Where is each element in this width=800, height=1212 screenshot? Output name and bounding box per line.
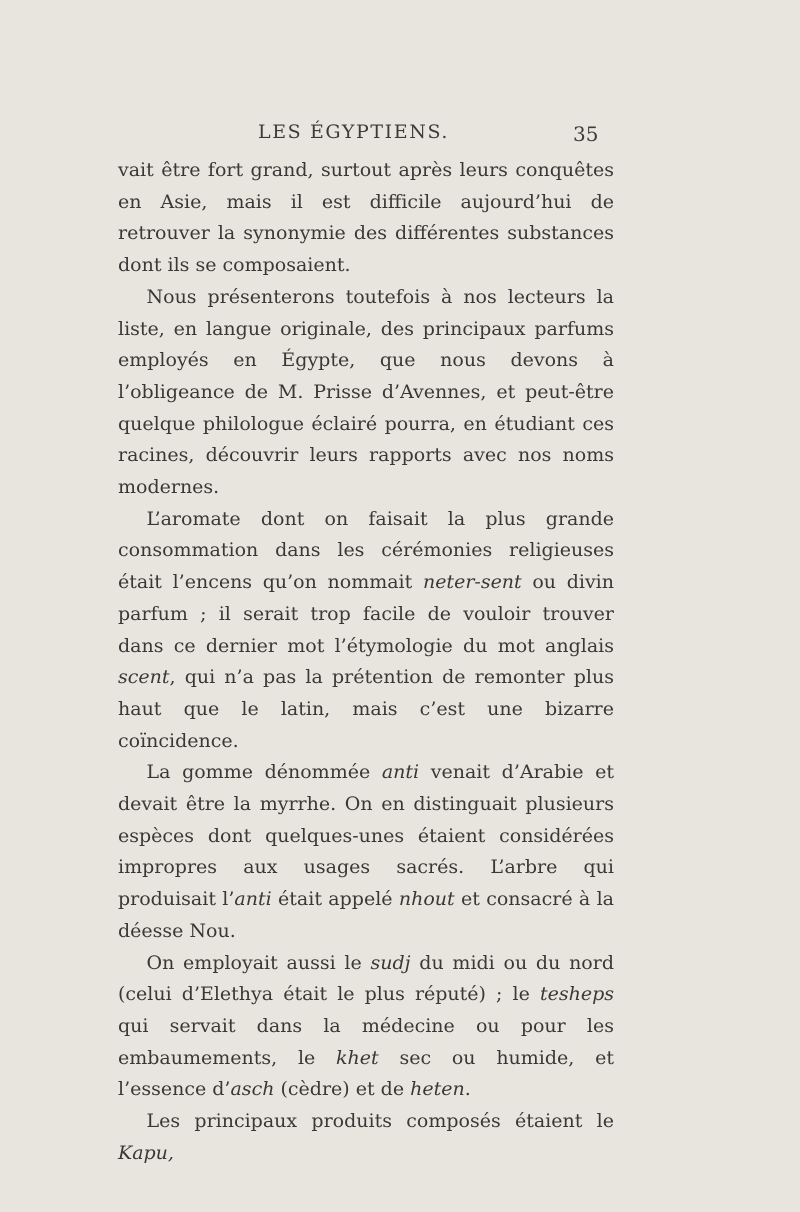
italic-term: neter-sent bbox=[422, 571, 522, 594]
text-run: (cèdre) et de bbox=[274, 1078, 411, 1101]
paragraph bbox=[118, 282, 614, 504]
text-run: du midi ou du nord (celui d’Elethya était le plus réputé) ; le bbox=[118, 951, 614, 1006]
text-run: sec ou humide, et l’essence d’ bbox=[118, 1046, 614, 1101]
paragraph bbox=[118, 1106, 614, 1169]
paragraph bbox=[118, 948, 614, 1107]
text-run: , qui n’a pas la prétention de remonter plus haut que le latin, mais c’est une bizarre coïncidence. bbox=[118, 666, 614, 752]
text-run: et consacré à la déesse Nou. bbox=[118, 888, 615, 942]
paragraph bbox=[118, 155, 614, 282]
italic-term: anti bbox=[381, 761, 420, 784]
text-run: La gomme dénommée bbox=[146, 761, 382, 784]
italic-term: scent bbox=[118, 666, 170, 689]
italic-term: khet bbox=[336, 1046, 379, 1069]
page-number: 35 bbox=[573, 122, 599, 146]
text-run: Les principaux produits composés étaient le bbox=[146, 1110, 614, 1133]
italic-term: sudj bbox=[370, 951, 411, 974]
italic-term: anti bbox=[234, 888, 272, 911]
running-head: LES ÉGYPTIENS. bbox=[258, 121, 450, 143]
italic-term: tesheps bbox=[539, 983, 614, 1006]
text-run: était appelé bbox=[271, 888, 399, 911]
body-text bbox=[118, 155, 614, 1170]
text-run: ou divin parfum ; il serait trop facile de vouloir trouver dans ce dernier mot l’étymologie du mot anglais bbox=[118, 571, 614, 657]
text-run: venait d’Arabie et devait être la myrrhe. On en distinguait plusieurs espèces dont quelques-unes étaient considérées impropres aux usages sacrés. L’arbre qui produisait l’ bbox=[118, 761, 614, 911]
page-header bbox=[0, 117, 800, 147]
italic-term: Kapu, bbox=[118, 1141, 174, 1164]
italic-term: nhout bbox=[398, 888, 455, 911]
text-run: vait être fort grand, surtout après leurs conquêtes en Asie, mais il est difficile aujourd’hui de retrouver la synonymie des différentes substances dont ils se composaient. bbox=[118, 159, 614, 277]
italic-term: heten bbox=[410, 1078, 465, 1101]
text-run: L’aromate dont on faisait la plus grande consommation dans les cérémonies religieuses était l’encens qu’on nommait bbox=[118, 507, 614, 594]
text-run: On employait aussi le bbox=[146, 951, 371, 974]
text-run: qui servait dans la médecine ou pour les embaumements, le bbox=[118, 1014, 614, 1069]
italic-term: asch bbox=[230, 1078, 275, 1101]
paragraph bbox=[118, 757, 614, 947]
paragraph bbox=[118, 504, 614, 758]
text-run: . bbox=[464, 1078, 471, 1101]
text-run: Nous présenterons toutefois à nos lecteurs la liste, en langue originale, des principaux parfums employés en Égypte, que nous devons à l’obligeance de M. Prisse d’Avennes, et peut-être quelque philologue éclairé pourra, en étudiant ces racines, découvrir leurs rapports avec nos noms modernes. bbox=[118, 285, 614, 499]
